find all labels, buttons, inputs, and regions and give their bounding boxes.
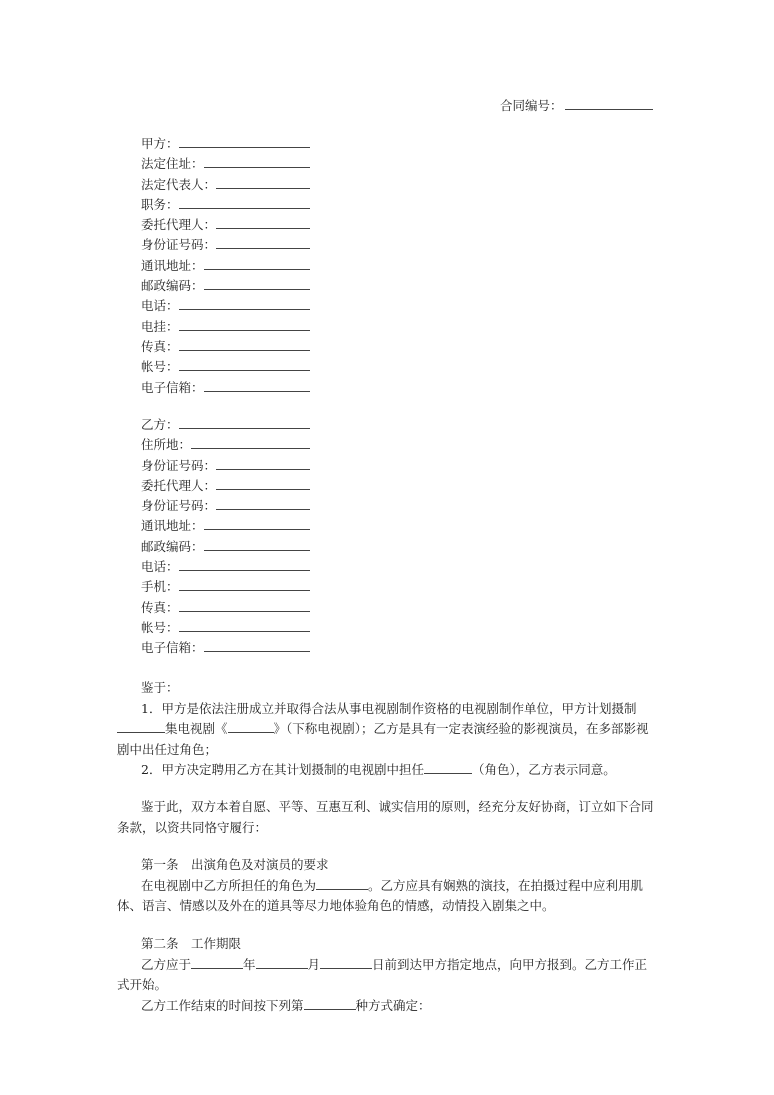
party-b-field: [141, 496, 341, 516]
party-a-field: [141, 235, 341, 255]
party-b-field: [141, 557, 341, 577]
party-b-field: [141, 598, 341, 618]
party-b-field: [141, 415, 341, 435]
field-blank[interactable]: [179, 337, 310, 351]
article-2-text-a: 乙方应于: [141, 956, 192, 972]
recital-2-text-b: （角色），乙方表示同意。: [471, 762, 616, 777]
party-a-field: [141, 175, 341, 195]
party-b-field: [141, 618, 341, 638]
party-b-field: [141, 516, 341, 536]
field-label: 电挂：: [141, 318, 179, 334]
method-blank[interactable]: [304, 996, 356, 1010]
field-blank[interactable]: [179, 195, 310, 209]
recital-1-text-c: 》（下称电视剧）；乙方是具有一定表演经验的影视演员，在多部影视剧中出任过角色；: [117, 721, 649, 757]
party-a-field: [141, 256, 341, 276]
drama-title-blank[interactable]: [228, 719, 274, 733]
contract-number-label: 合同编号：: [500, 98, 563, 113]
article-2-line-1: [117, 955, 657, 996]
field-blank[interactable]: [204, 256, 310, 270]
field-blank[interactable]: [204, 537, 310, 551]
conclusion-text: 鉴于此，双方本着自愿、平等、互惠互利、诚实信用的原则，经充分友好协商，订立如下合同条款，以资共同恪守履行：: [117, 799, 654, 835]
article-2-line2-text-b: 种方式确定：: [355, 997, 431, 1013]
party-a-field: [141, 317, 341, 337]
recitals-heading: 鉴于：: [141, 680, 179, 695]
field-label: 法定代表人：: [141, 176, 217, 192]
party-b-field: [141, 456, 341, 476]
article-2-section: [117, 934, 657, 1016]
party-b-section: [141, 415, 341, 659]
field-label: 通讯地址：: [141, 257, 204, 273]
article-1-text-a: 在电视剧中乙方所担任的角色为: [141, 877, 317, 893]
field-blank[interactable]: [216, 476, 310, 490]
party-b-field: [141, 435, 341, 455]
field-label: 法定住址：: [141, 156, 204, 172]
field-blank[interactable]: [179, 415, 310, 429]
field-label: 甲方：: [141, 136, 179, 151]
month-blank[interactable]: [256, 955, 308, 969]
recital-1-text-a: 1．甲方是依法注册成立并取得合法从事电视剧制作资格的电视剧制作单位，甲方计划摄制: [141, 700, 637, 716]
party-a-field: [141, 215, 341, 235]
article-1-section: [117, 855, 657, 917]
field-blank[interactable]: [216, 235, 310, 249]
field-blank[interactable]: [191, 435, 310, 449]
party-b-field: [141, 638, 341, 658]
field-blank[interactable]: [216, 215, 310, 229]
contract-number-blank[interactable]: [565, 96, 653, 110]
field-blank[interactable]: [179, 357, 310, 371]
party-a-field: [141, 195, 341, 215]
year-blank[interactable]: [191, 955, 243, 969]
field-label: 身份证号码：: [141, 457, 217, 473]
party-a-field: [141, 134, 341, 154]
article-2-text-b: 日前到达甲方指定地点，向甲方报到。乙方工作正式开始。: [117, 956, 648, 992]
field-label: 电子信箱：: [141, 640, 204, 656]
field-label: 乙方：: [141, 417, 179, 432]
field-label: 身份证号码：: [141, 498, 217, 514]
field-label: 帐号：: [141, 359, 179, 375]
field-label: 邮政编码：: [141, 278, 204, 294]
field-label: 委托代理人：: [141, 217, 217, 233]
contract-number: [500, 96, 660, 114]
field-label: 电话：: [141, 298, 179, 314]
field-blank[interactable]: [204, 378, 310, 392]
year-label: 年: [243, 956, 256, 972]
month-label: 月: [307, 956, 321, 972]
party-b-field: [141, 476, 341, 496]
party-a-field: [141, 378, 341, 398]
party-a-field: [141, 276, 341, 296]
party-b-field: [141, 537, 341, 557]
recital-item-2: [117, 760, 657, 781]
field-blank[interactable]: [204, 516, 310, 530]
article-1-title: 第一条 出演角色及对演员的要求: [141, 857, 329, 872]
field-blank[interactable]: [179, 134, 310, 148]
party-a-field: [141, 337, 341, 357]
recitals-section: [117, 678, 657, 781]
field-blank[interactable]: [179, 317, 310, 331]
field-blank[interactable]: [179, 598, 310, 612]
field-label: 身份证号码：: [141, 237, 217, 253]
field-label: 电话：: [141, 559, 179, 575]
recital-1-text-b: 集电视剧《: [165, 721, 228, 736]
field-blank[interactable]: [179, 557, 310, 571]
party-a-field: [141, 296, 341, 316]
episode-count-blank[interactable]: [117, 719, 165, 733]
day-blank[interactable]: [320, 955, 372, 969]
field-label: 通讯地址：: [141, 518, 204, 534]
party-a-field: [141, 154, 341, 174]
field-label: 电子信箱：: [141, 379, 204, 395]
field-blank[interactable]: [204, 276, 310, 290]
field-label: 传真：: [141, 338, 179, 354]
field-blank[interactable]: [204, 638, 310, 652]
field-label: 职务：: [141, 196, 179, 212]
field-blank[interactable]: [216, 496, 310, 510]
field-blank[interactable]: [216, 175, 310, 189]
article-2-line2-text-a: 乙方工作结束的时间按下列第: [141, 997, 304, 1013]
party-b-field: [141, 577, 341, 597]
party-a-section: [141, 134, 341, 398]
conclusion-section: [117, 797, 657, 838]
field-blank[interactable]: [204, 154, 310, 168]
field-label: 邮政编码：: [141, 538, 204, 554]
field-label: 委托代理人：: [141, 477, 217, 493]
recital-item-1: [117, 699, 657, 761]
field-blank[interactable]: [179, 296, 310, 310]
role-blank[interactable]: [424, 760, 472, 774]
field-blank[interactable]: [179, 618, 310, 632]
article-2-line-2: [117, 996, 657, 1017]
field-label: 传真：: [141, 599, 179, 615]
party-a-field: [141, 357, 341, 377]
recital-2-text-a: 2．甲方决定聘用乙方在其计划摄制的电视剧中担任: [141, 762, 424, 777]
field-label: 帐号：: [141, 619, 179, 635]
article-1-body: [117, 876, 657, 917]
field-label: 住所地：: [141, 437, 192, 453]
article-2-title: 第二条 工作期限: [141, 936, 242, 951]
field-label: 手机：: [141, 579, 179, 595]
article-1-text-b: 。乙方应具有娴熟的演技，在拍摄过程中应利用肌体、语言、情感以及外在的道具等尽力地体验角色的情感，动情投入剧集之中。: [117, 877, 644, 913]
field-blank[interactable]: [216, 456, 310, 470]
character-blank[interactable]: [316, 876, 368, 890]
field-blank[interactable]: [179, 577, 310, 591]
